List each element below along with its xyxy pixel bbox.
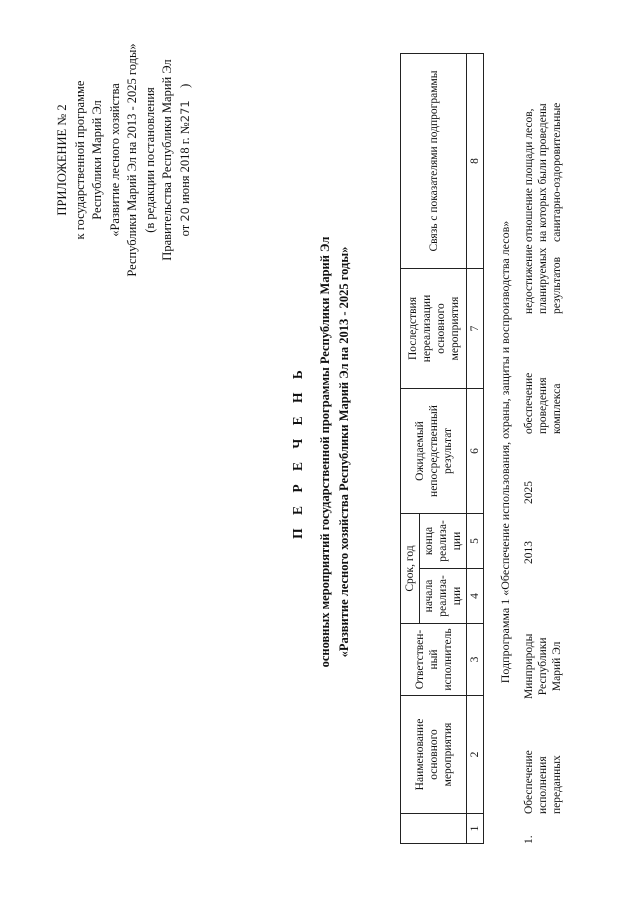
row-1-name xyxy=(522,750,564,814)
column-number: 8 xyxy=(467,54,484,269)
row-1-consequences xyxy=(522,244,564,314)
column-number: 2 xyxy=(467,696,484,814)
appendix-line: к государственной программе xyxy=(72,80,87,240)
appendix-block xyxy=(54,0,194,330)
column-number: 6 xyxy=(467,389,484,514)
row-1-number: 1. xyxy=(523,835,535,844)
measures-table xyxy=(400,53,484,844)
row-1-result-line: проведения xyxy=(537,377,549,434)
header-cell-link: Связь с показателями подпрограммы xyxy=(401,54,467,269)
header-cell-end: конца реализа-ции xyxy=(420,514,467,569)
row-1-link-line: отношение площади лесов, xyxy=(523,108,535,242)
row-1-link-line: санитарно-оздоровительные xyxy=(551,102,563,242)
header-cell-num xyxy=(401,814,467,844)
table-column-numbers-row xyxy=(467,54,484,844)
column-number: 3 xyxy=(467,624,484,696)
date-rest: июня 2018 г. № xyxy=(177,122,192,204)
appendix-date-line xyxy=(177,0,195,330)
date-prefix: от xyxy=(177,224,192,237)
appendix-line: «Развитие лесного хозяйства xyxy=(107,83,122,237)
row-1-start-year: 2013 xyxy=(523,541,535,564)
row-1-executor-line: Республики xyxy=(537,637,549,696)
header-cell-start: начала реализа-ции xyxy=(420,569,467,624)
row-1-executor xyxy=(522,634,564,699)
row-1-result-line: комплекса xyxy=(551,383,563,434)
document-title-line-1: основных мероприятий государственной программы Республики Марий Эл xyxy=(318,236,332,668)
appendix-line: ПРИЛОЖЕНИЕ № 2 xyxy=(55,104,69,216)
resolution-number: 271 xyxy=(177,100,192,123)
date-day: 20 xyxy=(177,207,192,222)
column-number: 1 xyxy=(467,814,484,844)
column-number: 7 xyxy=(467,269,484,389)
row-1-result xyxy=(522,373,564,434)
row-1-consequences-line: недостижение xyxy=(523,244,535,314)
column-number: 4 xyxy=(467,569,484,624)
row-1-executor-line: Марий Эл xyxy=(551,641,563,692)
appendix-line: Правительства Республики Марий Эл xyxy=(160,59,174,261)
date-close: ) xyxy=(177,83,192,88)
appendix-line: Республики Марий Эл на 2013 - 2025 годы» xyxy=(125,43,139,277)
row-1-result-line: обеспечение xyxy=(523,372,535,434)
row-1-link xyxy=(522,57,564,242)
header-cell-executor: Ответствен-ный исполнитель xyxy=(401,624,467,696)
header-cell-result: Ожидаемый непосредственный результат xyxy=(401,389,467,514)
row-1-link-line: на которых были проведены xyxy=(537,103,549,242)
subprogram-heading: Подпрограмма 1 «Обеспечение использования, охраны, защиты и воспроизводства лесов» xyxy=(498,220,512,684)
column-number: 5 xyxy=(467,514,484,569)
row-1-name-line: исполнения xyxy=(537,756,549,814)
table-header-row xyxy=(401,54,420,844)
appendix-line: Республики Марий Эл xyxy=(90,100,104,220)
row-1-consequences-line: планируемых xyxy=(537,247,549,314)
row-1-name-line: Обеспечение xyxy=(523,750,535,814)
row-1-executor-line: Минприроды xyxy=(523,633,535,699)
header-cell-consequences: Последствия нереализации основного мероприятия xyxy=(401,269,467,389)
row-1-name-line: переданных xyxy=(551,755,563,814)
document-title-line-2: «Развитие лесного хозяйства Республики Марий Эл на 2013 - 2025 годы» xyxy=(337,246,351,658)
appendix-line: (в редакции постановления xyxy=(142,87,157,233)
header-cell-name: Наименование основного мероприятия xyxy=(401,696,467,814)
row-1-consequences-line: результатов xyxy=(551,256,563,314)
row-1-end-year: 2025 xyxy=(523,481,535,504)
document-heading: П Е Р Е Ч Е Н Ь xyxy=(290,365,305,539)
header-cell-term: Срок, год xyxy=(401,514,420,624)
